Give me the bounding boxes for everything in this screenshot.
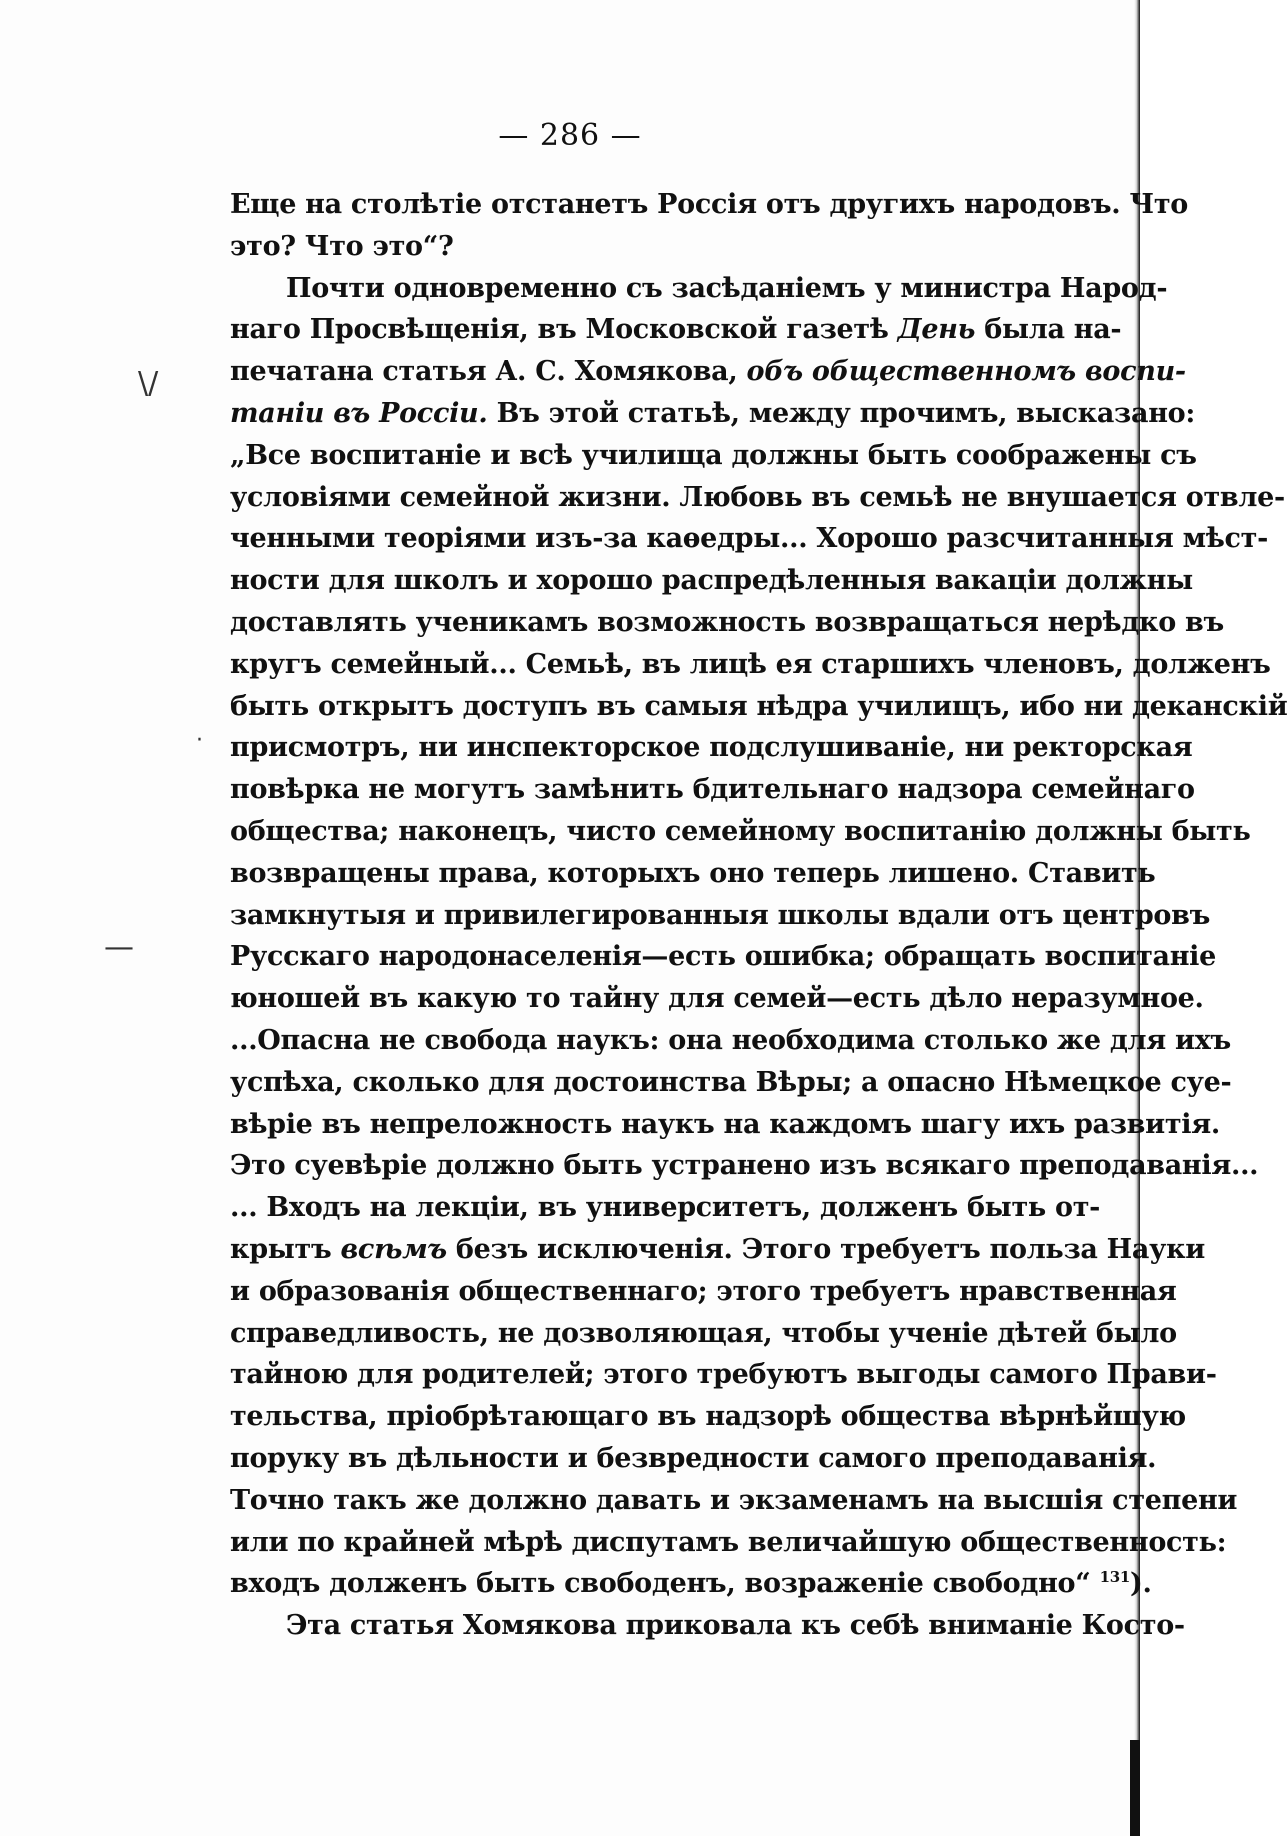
text-line	[230, 602, 1224, 644]
text-line	[230, 351, 1186, 393]
text-run: присмотръ, ни инспекторское подслушиваніе, ни ректорская	[230, 732, 1193, 764]
text-line	[230, 309, 1122, 351]
body-text	[230, 184, 1287, 1647]
text-line	[230, 853, 1156, 895]
text-run: Въ этой статьѣ, между прочимъ, высказано:	[487, 397, 1196, 429]
text-run: или по крайней мѣрѣ диспутамъ величайшую общественность:	[230, 1526, 1227, 1558]
text-run: это? Что это“?	[230, 230, 454, 262]
text-line	[230, 184, 1188, 226]
page-edge-dark	[1130, 1740, 1140, 1836]
text-line	[230, 1396, 1186, 1438]
text-line	[230, 1187, 1101, 1229]
margin-pencil-mark: \/	[138, 366, 159, 401]
text-line	[230, 769, 1195, 811]
text-line	[230, 1229, 1205, 1271]
text-line	[230, 727, 1193, 769]
text-line	[230, 644, 1271, 686]
text-line	[230, 978, 1204, 1020]
text-line	[230, 477, 1285, 519]
text-line	[230, 1480, 1238, 1522]
margin-dash-mark: —	[104, 930, 134, 965]
text-run: ченными теоріями изъ-за каѳедры... Хорошо разсчитанныя мѣст-	[230, 523, 1268, 555]
text-line	[230, 895, 1210, 937]
text-line	[230, 1522, 1227, 1564]
text-run: тайною для родителей; этого требуютъ выгоды самого Прави-	[230, 1359, 1217, 1391]
margin-dot-mark: ·	[196, 728, 203, 753]
text-line	[230, 1313, 1177, 1355]
text-run: вѣріе въ непреложность наукъ на каждомъ шагу ихъ развитія.	[230, 1108, 1220, 1140]
text-run: общества; наконецъ, чисто семейному воспитанію должны быть	[230, 815, 1251, 847]
text-run: наго Просвѣщенія, въ Московской газетѣ	[230, 314, 898, 346]
text-line	[230, 1062, 1232, 1104]
text-run: замкнутыя и привилегированныя школы вдали отъ центровъ	[230, 899, 1210, 931]
text-run: справедливость, не дозволяющая, чтобы ученіе дѣтей было	[230, 1317, 1177, 1349]
text-run: безъ исключенія. Этого требуетъ польза Науки	[446, 1233, 1205, 1265]
text-run: поруку въ дѣльности и безвредности самого преподаванія.	[230, 1442, 1157, 1474]
text-run: Почти одновременно съ засѣданіемъ у министра Народ-	[286, 272, 1168, 304]
text-run: повѣрка не могутъ замѣнить бдительнаго надзора семейнаго	[230, 774, 1195, 806]
text-line	[230, 936, 1216, 978]
text-line	[230, 1563, 1152, 1605]
text-run: Эта статья Хомякова приковала къ себѣ вниманіе Косто-	[286, 1610, 1185, 1642]
text-line	[230, 1438, 1157, 1480]
text-run: Это суевѣріе должно быть устранено изъ всякаго преподаванія...	[230, 1150, 1259, 1182]
text-line	[230, 1145, 1259, 1187]
italic-text: таніи въ Россіи.	[230, 397, 488, 429]
text-run: Точно такъ же должно давать и экзаменамъ на высшія степени	[230, 1484, 1238, 1516]
italic-text: всѣмъ	[340, 1233, 447, 1265]
text-run: Русскаго народонаселенія—есть ошибка; обращать воспитаніе	[230, 941, 1216, 973]
text-line	[230, 686, 1287, 728]
italic-text: День	[897, 314, 976, 346]
text-run: успѣха, сколько для достоинства Вѣры; а опасно Нѣмецкое суе-	[230, 1066, 1232, 1098]
text-line	[230, 811, 1251, 853]
text-line	[230, 560, 1193, 602]
text-line	[230, 435, 1197, 477]
text-line	[230, 393, 1196, 435]
text-line	[230, 1271, 1177, 1313]
italic-text: объ общественномъ воспи-	[746, 356, 1186, 388]
text-run: тельства, пріобрѣтающаго въ надзорѣ общества вѣрнѣйшую	[230, 1401, 1186, 1433]
text-run: входъ долженъ быть свободенъ, возраженіе свободно“	[230, 1568, 1100, 1600]
text-line	[230, 1104, 1220, 1146]
footnote-ref: 131	[1099, 1568, 1130, 1587]
text-line	[230, 1354, 1217, 1396]
text-run: возвращены права, которыхъ оно теперь лишено. Ставить	[230, 857, 1156, 889]
text-run: печатана статья А. С. Хомякова,	[230, 356, 747, 388]
text-line	[230, 1605, 1185, 1647]
text-run: Еще на столѣтіе отстанетъ Россія отъ другихъ народовъ. Что	[230, 189, 1188, 220]
page-number: — 286 —	[498, 118, 642, 153]
text-line	[230, 226, 1090, 268]
text-line	[230, 518, 1268, 560]
text-run: юношей въ какую то тайну для семей—есть дѣло неразумное.	[230, 983, 1204, 1015]
text-run: доставлять ученикамъ возможность возвращаться нерѣдко въ	[230, 606, 1224, 638]
text-run: „Все воспитаніе и всѣ училища должны быть соображены съ	[230, 439, 1197, 471]
text-run: и образованія общественнаго; этого требуетъ нравственная	[230, 1275, 1177, 1307]
text-run: ... Входъ на лекціи, въ университетъ, долженъ быть от-	[230, 1192, 1101, 1224]
text-run: крытъ	[230, 1233, 341, 1265]
text-run: ности для школъ и хорошо распредѣленныя вакаціи должны	[230, 565, 1193, 597]
text-run: быть открытъ доступъ въ самыя нѣдра училищъ, ибо ни деканскій	[230, 690, 1287, 722]
text-run: ...Опасна не свобода наукъ: она необходима столько же для ихъ	[230, 1024, 1231, 1056]
text-run: была на-	[975, 314, 1122, 346]
text-run: условіями семейной жизни. Любовь въ семьѣ не внушается отвле-	[230, 481, 1285, 513]
text-line	[230, 1020, 1231, 1062]
text-line	[230, 268, 1168, 310]
text-run: ).	[1130, 1568, 1152, 1600]
text-run: кругъ семейный... Семьѣ, въ лицѣ ея старшихъ членовъ, долженъ	[230, 648, 1271, 680]
